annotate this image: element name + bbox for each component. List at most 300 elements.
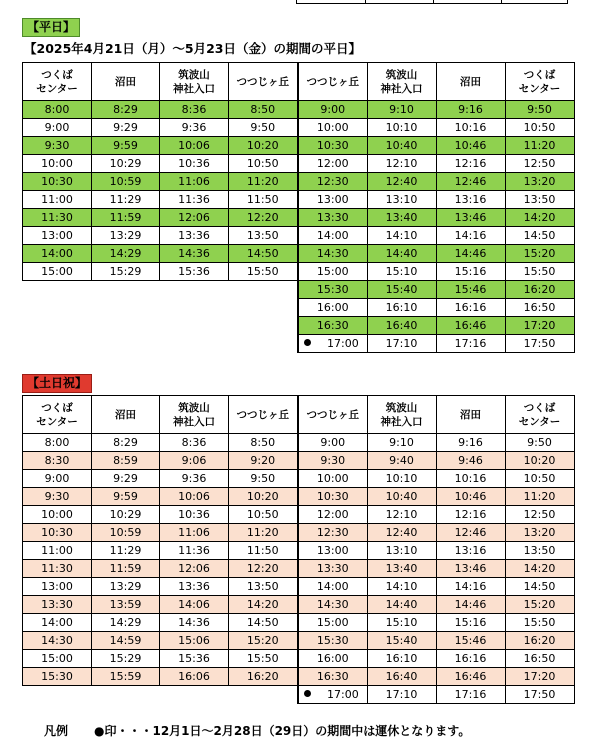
table-row	[23, 227, 298, 245]
table-cell: 13:10	[367, 191, 436, 209]
table-cell: 12:50	[505, 155, 574, 173]
table-cell: 15:10	[367, 614, 436, 632]
holiday-badge: 【土日祝】	[22, 374, 92, 393]
table-cell: 10:36	[160, 506, 229, 524]
table-cell: 17:16	[436, 686, 505, 704]
column-header: つくば センター	[505, 63, 574, 101]
table-cell: 10:36	[160, 155, 229, 173]
table-cell: 14:36	[160, 614, 229, 632]
table-cell: 9:16	[436, 434, 505, 452]
table-cell: 16:46	[436, 317, 505, 335]
table-cell: 15:30	[298, 281, 367, 299]
table-cell: 16:46	[436, 668, 505, 686]
table-cell: 13:50	[505, 191, 574, 209]
table-cell: 15:30	[298, 632, 367, 650]
table-cell: 15:29	[92, 263, 160, 281]
table-cell: 14:00	[23, 614, 92, 632]
table-cell: 11:30	[23, 560, 92, 578]
table-row	[23, 119, 298, 137]
table-cell: 17:10	[367, 686, 436, 704]
table-cell: 12:00	[298, 506, 367, 524]
holiday-table-outbound	[22, 395, 299, 686]
table-header-row	[23, 396, 298, 434]
table-cell: 16:00	[298, 650, 367, 668]
table-cell: 10:46	[436, 137, 505, 155]
column-header: 筑波山 神社入口	[160, 63, 229, 101]
table-cell: 8:00	[23, 434, 92, 452]
table-cell: 10:00	[298, 470, 367, 488]
table-cell: 10:30	[23, 524, 92, 542]
table-row	[23, 173, 298, 191]
weekday-table-return	[297, 62, 575, 353]
table-cell: 14:29	[92, 245, 160, 263]
table-row	[23, 488, 298, 506]
table-cell: 10:10	[367, 470, 436, 488]
table-row	[298, 506, 574, 524]
table-cell: 10:50	[505, 119, 574, 137]
table-cell: 13:50	[229, 227, 298, 245]
table-cell: 14:50	[505, 227, 574, 245]
table-cell: 13:40	[367, 560, 436, 578]
table-cell: 13:20	[505, 173, 574, 191]
table-cell: 10:06	[160, 488, 229, 506]
table-cell: 14:30	[298, 245, 367, 263]
table-cell: 15:10	[367, 263, 436, 281]
table-cell: 10:40	[367, 488, 436, 506]
table-row	[298, 119, 574, 137]
table-row	[298, 209, 574, 227]
table-cell: 13:46	[436, 209, 505, 227]
table-row	[23, 614, 298, 632]
table-row	[23, 650, 298, 668]
table-row	[298, 227, 574, 245]
table-cell: 11:50	[229, 542, 298, 560]
table-cell: 16:40	[367, 317, 436, 335]
table-cell: 12:16	[436, 506, 505, 524]
table-cell: 10:50	[229, 506, 298, 524]
table-cell: 12:30	[298, 173, 367, 191]
table-row	[23, 101, 298, 119]
table-cell: 12:10	[367, 155, 436, 173]
table-header-row	[298, 396, 574, 434]
table-cell: 11:00	[23, 191, 92, 209]
table-cell: 9:00	[298, 101, 367, 119]
table-cell: 9:30	[298, 452, 367, 470]
table-cell: 9:10	[367, 101, 436, 119]
bullet-icon	[304, 339, 311, 346]
table-row	[23, 596, 298, 614]
table-cell: 10:20	[505, 452, 574, 470]
table-cell: 11:36	[160, 542, 229, 560]
table-cell: 9:46	[436, 452, 505, 470]
table-cell: 14:29	[92, 614, 160, 632]
table-cell: 16:40	[367, 668, 436, 686]
table-cell: 16:50	[505, 299, 574, 317]
time-text: 17:00	[327, 336, 359, 350]
table-row	[23, 245, 298, 263]
column-header: 筑波山 神社入口	[367, 396, 436, 434]
table-cell: 13:29	[92, 227, 160, 245]
table-cell: 10:16	[436, 470, 505, 488]
table-cell: 14:30	[23, 632, 92, 650]
table-cell: 16:30	[298, 317, 367, 335]
column-header: つつじヶ丘	[229, 63, 298, 101]
weekday-table-outbound	[22, 62, 299, 281]
table-row	[298, 137, 574, 155]
table-cell: 9:06	[160, 452, 229, 470]
table-cell: 17:20	[505, 668, 574, 686]
table-cell: 11:29	[92, 191, 160, 209]
table-row	[298, 452, 574, 470]
table-cell: 13:00	[298, 191, 367, 209]
table-cell: 9:29	[92, 119, 160, 137]
table-cell: 15:16	[436, 263, 505, 281]
table-cell: 15:50	[229, 650, 298, 668]
column-header: つつじヶ丘	[298, 396, 367, 434]
table-cell: 8:29	[92, 434, 160, 452]
table-cell: 11:20	[229, 173, 298, 191]
column-header: 沼田	[436, 63, 505, 101]
table-cell: 15:40	[367, 281, 436, 299]
table-cell: 15:29	[92, 650, 160, 668]
table-cell: 15:50	[505, 263, 574, 281]
table-row	[23, 191, 298, 209]
table-cell: 14:50	[229, 614, 298, 632]
table-row	[23, 578, 298, 596]
table-row	[298, 668, 574, 686]
table-cell: 15:46	[436, 281, 505, 299]
column-header: 筑波山 神社入口	[367, 63, 436, 101]
table-header-row	[298, 63, 574, 101]
table-cell: 14:46	[436, 596, 505, 614]
table-cell: 15:50	[229, 263, 298, 281]
table-cell: 8:50	[229, 434, 298, 452]
table-cell: 14:36	[160, 245, 229, 263]
table-row	[298, 632, 574, 650]
table-row	[298, 317, 574, 335]
table-cell: 13:36	[160, 578, 229, 596]
table-cell: 11:59	[92, 560, 160, 578]
table-cell: 14:10	[367, 227, 436, 245]
table-row	[298, 596, 574, 614]
table-cell: 8:29	[92, 101, 160, 119]
table-row	[298, 245, 574, 263]
table-cell: 10:30	[298, 137, 367, 155]
table-cell: 12:20	[229, 209, 298, 227]
table-cell: 10:00	[298, 119, 367, 137]
table-row	[23, 452, 298, 470]
table-cell: 17:20	[505, 317, 574, 335]
table-cell: 12:06	[160, 209, 229, 227]
table-cell: 14:16	[436, 227, 505, 245]
table-cell: 10:59	[92, 173, 160, 191]
table-cell: 14:20	[505, 560, 574, 578]
table-cell: 13:50	[229, 578, 298, 596]
table-row	[23, 506, 298, 524]
table-row	[23, 209, 298, 227]
table-row	[298, 299, 574, 317]
table-cell: 9:50	[229, 470, 298, 488]
column-header: つつじヶ丘	[298, 63, 367, 101]
table-cell: 10:40	[367, 137, 436, 155]
column-header: つくば センター	[23, 396, 92, 434]
table-cell: 14:50	[229, 245, 298, 263]
table-cell: 14:20	[505, 209, 574, 227]
table-row	[298, 101, 574, 119]
table-row	[298, 650, 574, 668]
table-cell: 12:46	[436, 524, 505, 542]
table-cell: 13:00	[23, 227, 92, 245]
table-row	[298, 488, 574, 506]
table-cell: 15:20	[229, 632, 298, 650]
table-cell: 13:10	[367, 542, 436, 560]
table-cell: 16:16	[436, 650, 505, 668]
table-cell: 9:36	[160, 119, 229, 137]
table-cell: 16:20	[505, 281, 574, 299]
table-cell: 13:36	[160, 227, 229, 245]
table-cell: 8:50	[229, 101, 298, 119]
table-cell: 10:50	[229, 155, 298, 173]
table-cell: 14:10	[367, 578, 436, 596]
table-cell: 15:46	[436, 632, 505, 650]
table-cell: 14:30	[298, 596, 367, 614]
table-cell: 11:20	[505, 488, 574, 506]
table-row	[23, 470, 298, 488]
table-cell: 9:40	[367, 452, 436, 470]
table-cell: 15:30	[23, 668, 92, 686]
table-cell: 12:40	[367, 173, 436, 191]
table-cell: 10:30	[298, 488, 367, 506]
table-row	[298, 434, 574, 452]
legend-text: ●印・・・12月1日～2月28日（29日）の期間中は運休となります。	[94, 724, 471, 738]
column-header: つくば センター	[23, 63, 92, 101]
table-cell: 9:36	[160, 470, 229, 488]
table-cell: 9:50	[505, 434, 574, 452]
table-cell: 14:40	[367, 245, 436, 263]
column-header: 筑波山 神社入口	[160, 396, 229, 434]
table-cell: 9:00	[23, 470, 92, 488]
table-cell: 16:16	[436, 299, 505, 317]
weekday-period-title: 【2025年4月21日（月）～5月23日（金）の期間の平日】	[24, 41, 361, 56]
table-cell: 15:20	[505, 596, 574, 614]
table-cell: 15:00	[298, 263, 367, 281]
table-cell: 9:10	[367, 434, 436, 452]
table-cell: 14:46	[436, 245, 505, 263]
table-row	[298, 614, 574, 632]
table-cell: 17:50	[505, 686, 574, 704]
table-cell: 17:16	[436, 335, 505, 353]
table-cell: 11:30	[23, 209, 92, 227]
table-cell: 15:40	[367, 632, 436, 650]
table-cell: 10:59	[92, 524, 160, 542]
table-cell: 10:10	[367, 119, 436, 137]
table-row	[298, 155, 574, 173]
table-row	[298, 686, 574, 704]
table-cell: 9:30	[23, 488, 92, 506]
table-row	[298, 191, 574, 209]
table-cell: 15:36	[160, 263, 229, 281]
table-cell: 11:20	[505, 137, 574, 155]
previous-table-fragment	[296, 0, 568, 4]
table-cell: 10:46	[436, 488, 505, 506]
table-cell: 12:30	[298, 524, 367, 542]
table-cell: 13:00	[298, 542, 367, 560]
table-row	[23, 263, 298, 281]
table-cell: 16:30	[298, 668, 367, 686]
legend	[44, 722, 470, 739]
table-cell: 14:00	[298, 227, 367, 245]
table-cell: 13:16	[436, 542, 505, 560]
table-cell: 11:29	[92, 542, 160, 560]
table-cell: 11:36	[160, 191, 229, 209]
table-cell: 9:59	[92, 137, 160, 155]
table-cell: 16:10	[367, 650, 436, 668]
table-cell: 12:10	[367, 506, 436, 524]
table-row	[298, 263, 574, 281]
table-cell: 12:16	[436, 155, 505, 173]
table-cell: 16:50	[505, 650, 574, 668]
table-cell: 8:36	[160, 434, 229, 452]
table-cell: 13:59	[92, 596, 160, 614]
table-row	[298, 173, 574, 191]
table-cell: 12:40	[367, 524, 436, 542]
table-row	[298, 335, 574, 353]
table-cell: 10:29	[92, 506, 160, 524]
table-cell: 16:06	[160, 668, 229, 686]
table-cell: 14:50	[505, 578, 574, 596]
table-cell: 13:16	[436, 191, 505, 209]
table-row	[23, 668, 298, 686]
table-cell: 11:00	[23, 542, 92, 560]
table-cell: 10:30	[23, 173, 92, 191]
table-cell: 11:20	[229, 524, 298, 542]
table-row	[23, 137, 298, 155]
table-cell: 10:00	[23, 155, 92, 173]
table-row	[298, 560, 574, 578]
table-cell: 17:10	[367, 335, 436, 353]
table-cell: 15:36	[160, 650, 229, 668]
table-cell: 15:16	[436, 614, 505, 632]
table-cell: 9:30	[23, 137, 92, 155]
table-row	[23, 155, 298, 173]
table-cell: 13:46	[436, 560, 505, 578]
table-cell: 16:10	[367, 299, 436, 317]
table-cell: 10:29	[92, 155, 160, 173]
table-cell: 13:30	[23, 596, 92, 614]
time-text: 17:00	[327, 687, 359, 701]
table-row	[23, 542, 298, 560]
table-row	[298, 578, 574, 596]
column-header: つくば センター	[505, 396, 574, 434]
table-cell: 14:00	[23, 245, 92, 263]
table-cell: 10:06	[160, 137, 229, 155]
table-cell: 14:16	[436, 578, 505, 596]
table-row	[23, 524, 298, 542]
table-header-row	[23, 63, 298, 101]
table-cell: 10:20	[229, 137, 298, 155]
table-row	[23, 632, 298, 650]
table-cell: 13:30	[298, 209, 367, 227]
table-cell: 15:00	[298, 614, 367, 632]
table-cell: 15:59	[92, 668, 160, 686]
table-row	[298, 281, 574, 299]
column-header: 沼田	[436, 396, 505, 434]
table-cell: 9:50	[229, 119, 298, 137]
table-cell: 8:59	[92, 452, 160, 470]
table-cell: 13:50	[505, 542, 574, 560]
table-cell: 13:40	[367, 209, 436, 227]
table-cell: 9:00	[23, 119, 92, 137]
table-cell: 15:00	[23, 263, 92, 281]
table-row	[23, 434, 298, 452]
table-cell: 8:30	[23, 452, 92, 470]
table-cell: 12:06	[160, 560, 229, 578]
table-cell: 11:59	[92, 209, 160, 227]
table-cell: 9:59	[92, 488, 160, 506]
table-cell: 13:30	[298, 560, 367, 578]
table-cell: 13:29	[92, 578, 160, 596]
table-cell: 14:40	[367, 596, 436, 614]
column-header: 沼田	[92, 396, 160, 434]
table-cell: 10:50	[505, 470, 574, 488]
table-cell: 9:16	[436, 101, 505, 119]
table-cell: 15:20	[505, 245, 574, 263]
table-cell: 12:00	[298, 155, 367, 173]
table-cell: 14:20	[229, 596, 298, 614]
table-cell: 17:50	[505, 335, 574, 353]
table-row	[298, 470, 574, 488]
table-cell: 15:00	[23, 650, 92, 668]
table-cell: 10:00	[23, 506, 92, 524]
column-header: 沼田	[92, 63, 160, 101]
table-cell: 14:00	[298, 578, 367, 596]
legend-label: 凡例	[44, 724, 69, 738]
bullet-icon	[304, 690, 311, 697]
table-cell: 16:00	[298, 299, 367, 317]
table-cell: 16:20	[229, 668, 298, 686]
table-cell: 11:50	[229, 191, 298, 209]
table-cell: 11:06	[160, 524, 229, 542]
table-row	[23, 560, 298, 578]
table-cell: 12:46	[436, 173, 505, 191]
table-row	[298, 524, 574, 542]
holiday-table-return	[297, 395, 575, 704]
table-cell: 9:29	[92, 470, 160, 488]
table-cell: 13:00	[23, 578, 92, 596]
table-cell: 11:06	[160, 173, 229, 191]
table-row	[298, 542, 574, 560]
table-cell	[298, 335, 367, 353]
table-cell: 14:59	[92, 632, 160, 650]
table-cell: 9:50	[505, 101, 574, 119]
table-cell	[298, 686, 367, 704]
table-cell: 9:20	[229, 452, 298, 470]
table-cell: 12:50	[505, 506, 574, 524]
table-cell: 14:06	[160, 596, 229, 614]
column-header: つつじヶ丘	[229, 396, 298, 434]
table-cell: 10:16	[436, 119, 505, 137]
table-cell: 10:20	[229, 488, 298, 506]
table-cell: 15:50	[505, 614, 574, 632]
table-cell: 13:20	[505, 524, 574, 542]
table-cell: 12:20	[229, 560, 298, 578]
table-cell: 8:36	[160, 101, 229, 119]
table-cell: 8:00	[23, 101, 92, 119]
table-cell: 9:00	[298, 434, 367, 452]
table-cell: 16:20	[505, 632, 574, 650]
table-cell: 15:06	[160, 632, 229, 650]
weekday-badge: 【平日】	[22, 18, 80, 37]
